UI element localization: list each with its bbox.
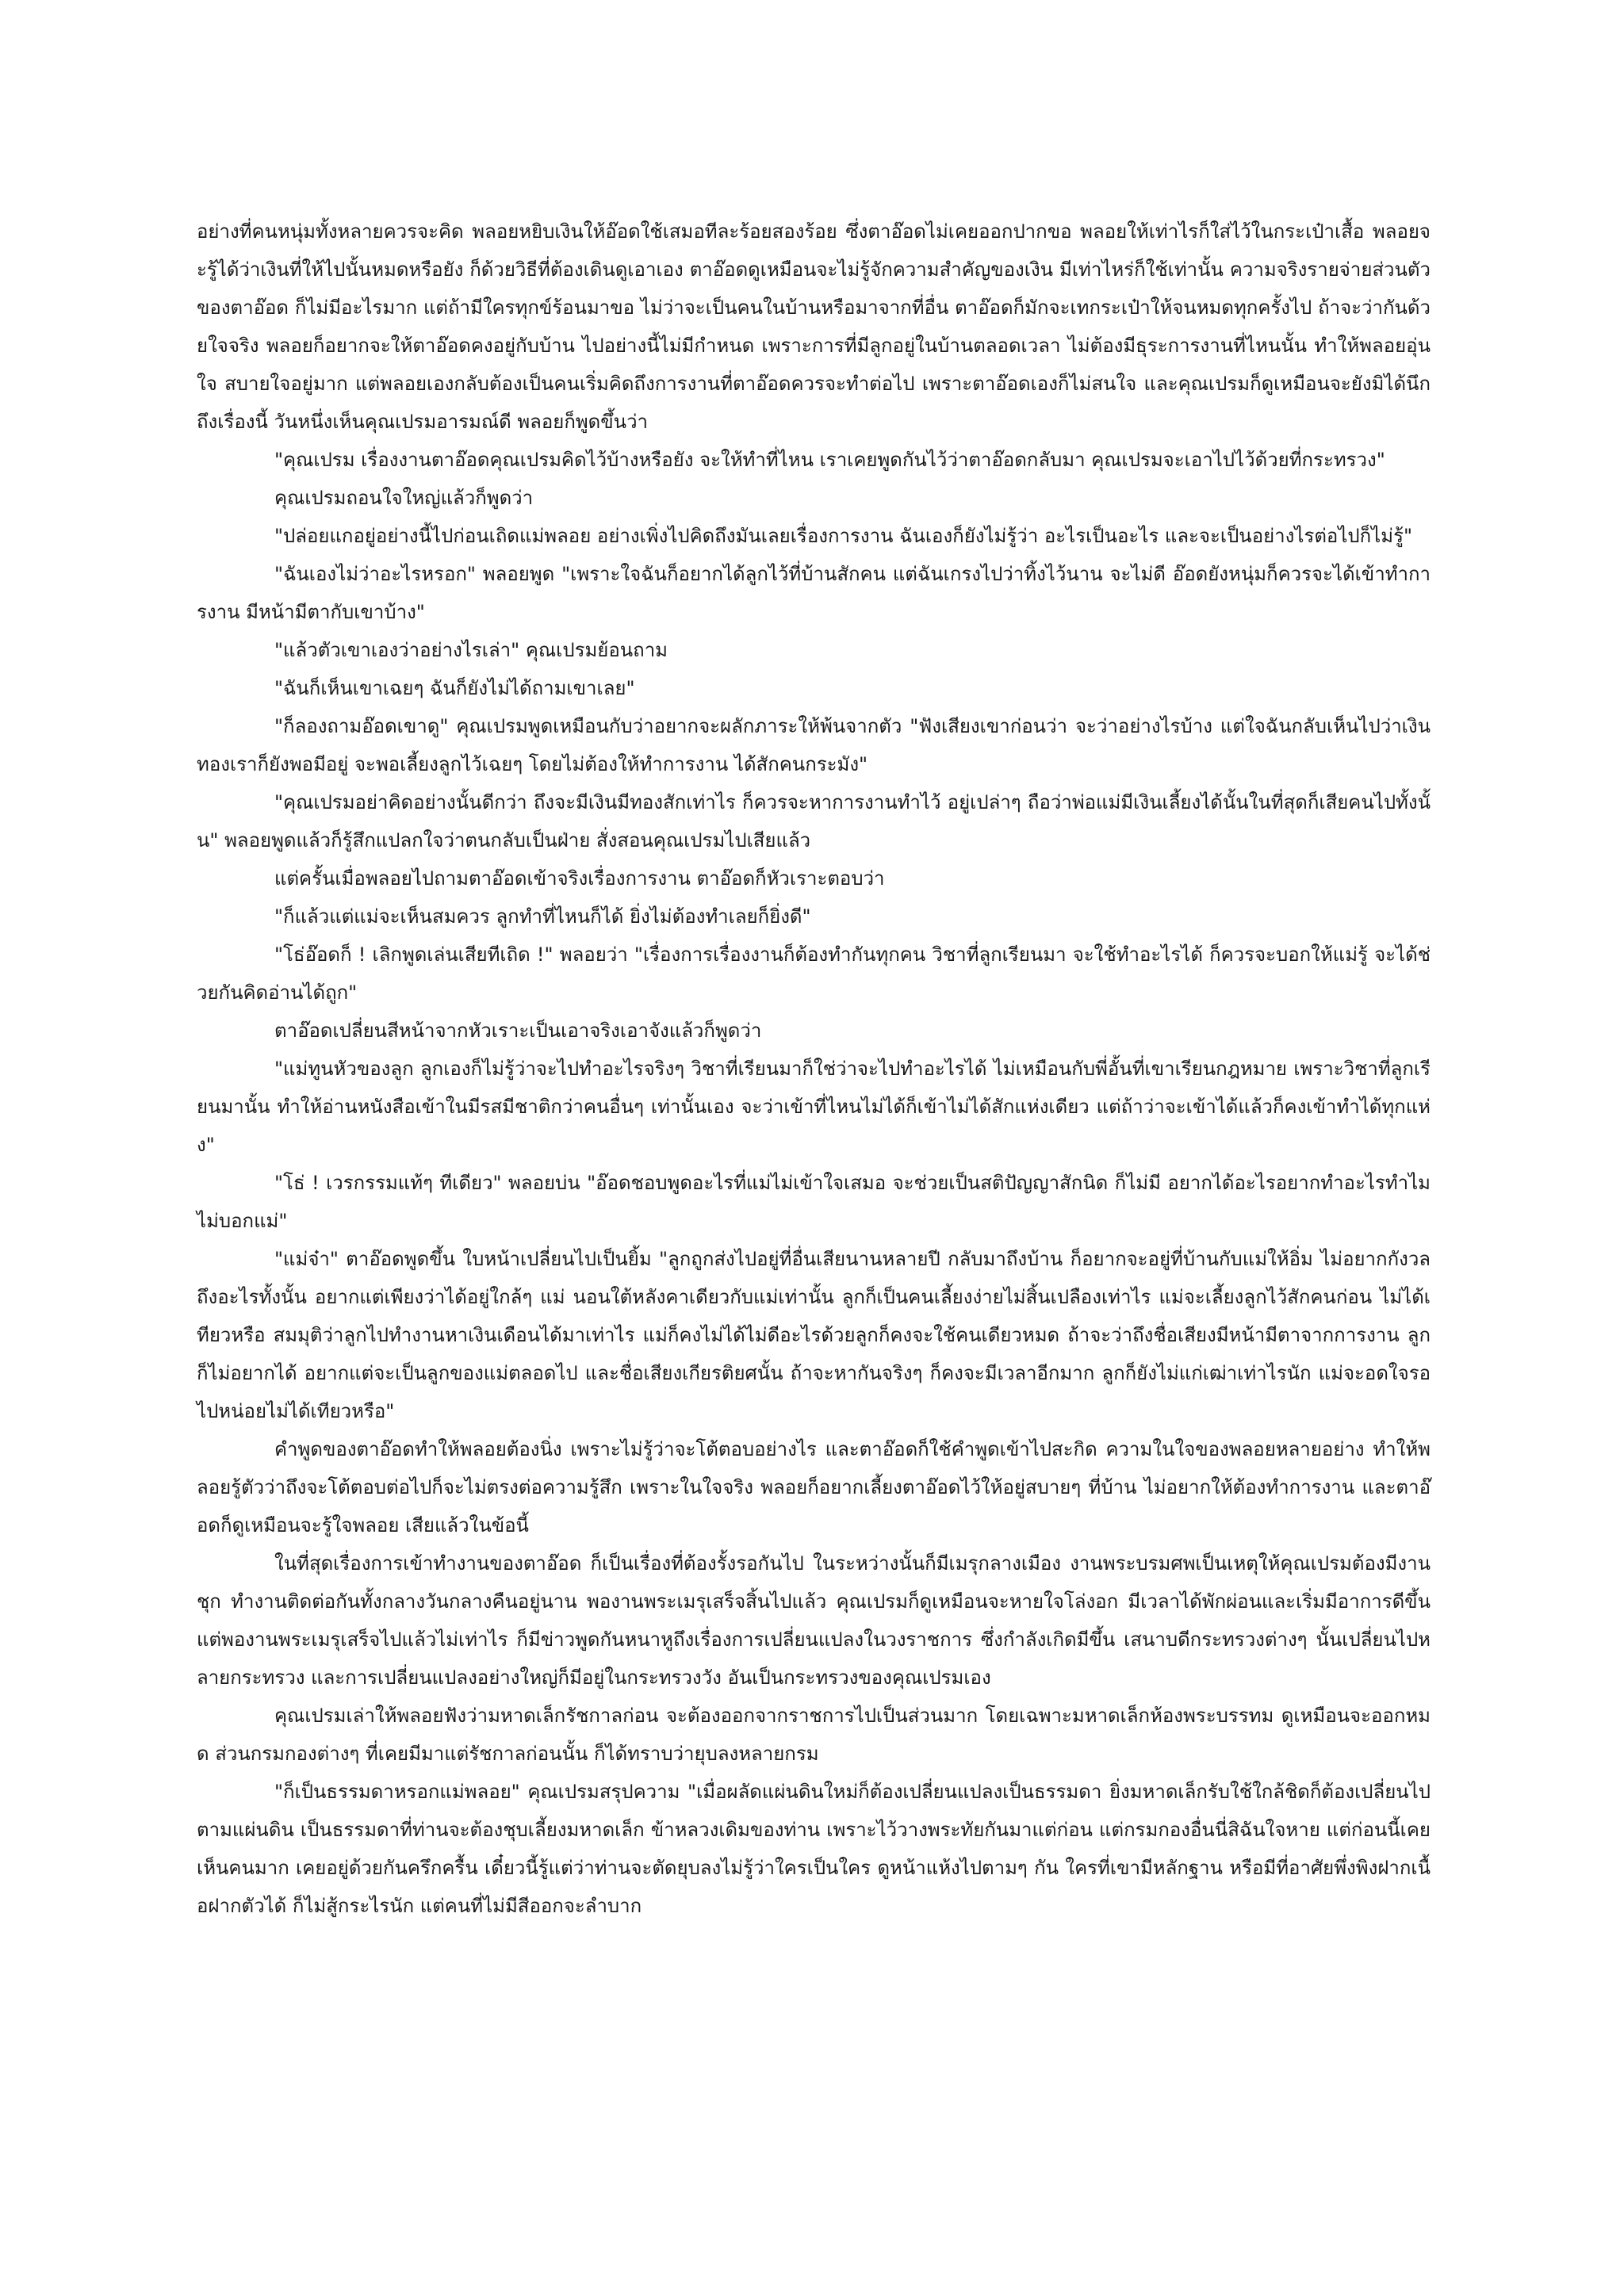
paragraph-12: ตาอ๊อดเปลี่ยนสีหน้าจากหัวเราะเป็นเอาจริงเอาจังแล้วก็พูดว่า — [274, 1020, 762, 1042]
paragraph-5: "แล้วตัวเขาเองว่าอย่างไรเล่า" คุณเปรมย้อนถาม — [274, 639, 668, 661]
paragraph-8: "คุณเปรมอย่าคิดอย่างนั้นดีกว่า ถึงจะมีเงินมีทองสักเท่าไร ก็ควรจะหาการงานทำไว้ อยู่เปล่าๆ ถือว่าพ่อแม่มีเงินเลี้ยงได้นั้นในที่สุดก็เสียคนไปทั้งนั้น" พลอยพูดแล้วก็รู้สึกแปลกใจว่าตนกลับเป็นฝ่าย สั่งสอนคุณเปรมไปเสียแล้ว — [197, 791, 1431, 851]
paragraph-1: "คุณเปรม เรื่องงานตาอ๊อดคุณเปรมคิดไว้บ้างหรือยัง จะให้ทำที่ไหน เราเคยพูดกันไว้ว่าตาอ๊อดกลับมา คุณเปรมจะเอาไปไว้ด้วยที่กระทรวง" — [274, 449, 1385, 471]
paragraph-13: "แม่ทูนหัวของลูก ลูกเองก็ไม่รู้ว่าจะไปทำอะไรจริงๆ วิชาที่เรียนมาก็ใช่ว่าจะไปทำอะไรได้ ไม่เหมือนกับพี่อั้นที่เขาเรียนกฎหมาย เพราะวิชาที่ลูกเรียนมานั้น ทำให้อ่านหนังสือเข้าในมีรสมีชาติกว่าคนอื่นๆ เท่านั้นเอง จะว่าเข้าที่ไหนไม่ได้ก็เข้าไม่ได้สักแห่งเดียว แต่ถ้าว่าจะเข้าได้แล้วก็คงเข้าทำได้ทุกแห่ง" — [197, 1058, 1431, 1156]
paragraph-15: "แม่จ๋า" ตาอ๊อดพูดขึ้น ใบหน้าเปลี่ยนไปเป็นยิ้ม "ลูกถูกส่งไปอยู่ที่อื่นเสียนานหลายปี กลับมาถึงบ้าน ก็อยากจะอยู่ที่บ้านกับแม่ให้อิ่ม ไม่อยากกังวลถึงอะไรทั้งนั้น อยากแต่เพียงว่าได้อยู่ใกล้ๆ แม่ นอนใต้หลังคาเดียวกับแม่เท่านั้น ลูกก็เป็นคนเลี้ยงง่ายไม่สิ้นเปลืองเท่าไร แม่จะเลี้ยงลูกไว้สักคนก่อน ไม่ได้เทียวหรือ สมมุติว่าลูกไปทำงานหาเงินเดือนได้มาเท่าไร แม่ก็คงไม่ได้ไม่ดีอะไรด้วยลูกก็คงจะใช้คนเดียวหมด ถ้าจะว่าถึงชื่อเสียงมีหน้ามีตาจากการงาน ลูกก็ไม่อยากได้ อยากแต่จะเป็นลูกของแม่ตลอดไป และชื่อเสียงเกียรติยศนั้น ถ้าจะหากันจริงๆ ก็คงจะมีเวลาอีกมาก ลูกก็ยังไม่แก่เฒ่าเท่าไรนัก แม่จะอดใจรอไปหน่อยไม่ได้เทียวหรือ" — [197, 1248, 1431, 1422]
paragraph-6: "ฉันก็เห็นเขาเฉยๆ ฉันก็ยังไม่ได้ถามเขาเลย" — [274, 677, 635, 699]
paragraph-7: "ก็ลองถามอ๊อดเขาดู" คุณเปรมพูดเหมือนกับว่าอยากจะผลักภาระให้พ้นจากตัว "ฟังเสียงเขาก่อนว่า จะว่าอย่างไรบ้าง แต่ใจฉันกลับเห็นไปว่าเงินทองเราก็ยังพอมีอยู่ จะพอเลี้ยงลูกไว้เฉยๆ โดยไม่ต้องให้ทำการงาน ได้สักคนกระมัง" — [197, 715, 1431, 775]
paragraph-11: "โธ่อ๊อดก็ ! เลิกพูดเล่นเสียทีเถิด !" พลอยว่า "เรื่องการเรื่องงานก็ต้องทำกันทุกคน วิชาที่ลูกเรียนมา จะใช้ทำอะไรได้ ก็ควรจะบอกให้แม่รู้ จะได้ช่วยกันคิดอ่านได้ถูก" — [197, 943, 1431, 1004]
paragraph-9: แต่ครั้นเมื่อพลอยไปถามตาอ๊อดเข้าจริงเรื่องการงาน ตาอ๊อดก็หัวเราะตอบว่า — [274, 867, 885, 890]
paragraph-18: คุณเปรมเล่าให้พลอยฟังว่ามหาดเล็กรัชกาลก่อน จะต้องออกจากราชการไปเป็นส่วนมาก โดยเฉพาะมหาดเล็กห้องพระบรรทม ดูเหมือนจะออกหมด ส่วนกรมกองต่างๆ ที่เคยมีมาแต่รัชกาลก่อนนั้น ก็ได้ทราบว่ายุบลงหลายกรม — [197, 1705, 1431, 1765]
document-page — [197, 212, 1431, 1925]
paragraph-10: "ก็แล้วแต่แม่จะเห็นสมควร ลูกทำที่ไหนก็ได้ ยิ่งไม่ต้องทำเลยก็ยิ่งดี" — [274, 905, 811, 928]
paragraph-16: คำพูดของตาอ๊อดทำให้พลอยต้องนิ่ง เพราะไม่รู้ว่าจะโต้ตอบอย่างไร และตาอ๊อดก็ใช้คำพูดเข้าไปสะกิด ความในใจของพลอยหลายอย่าง ทำให้พลอยรู้ตัวว่าถึงจะโต้ตอบต่อไปก็จะไม่ตรงต่อความรู้สึก เพราะในใจจริง พลอยก็อยากเลี้ยงตาอ๊อดไว้ให้อยู่สบายๆ ที่บ้าน ไม่อยากให้ต้องทำการงาน และตาอ๊อดก็ดูเหมือนจะรู้ใจพลอย เสียแล้วในข้อนี้ — [197, 1438, 1431, 1536]
paragraph-14: "โธ่ ! เวรกรรมแท้ๆ ทีเดียว" พลอยบ่น "อ๊อดชอบพูดอะไรที่แม่ไม่เข้าใจเสมอ จะช่วยเป็นสติปัญญาสักนิด ก็ไม่มี อยากได้อะไรอยากทำอะไรทำไมไม่บอกแม่" — [197, 1172, 1431, 1232]
paragraph-17: ในที่สุดเรื่องการเข้าทำงานของตาอ๊อด ก็เป็นเรื่องที่ต้องรั้งรอกันไป ในระหว่างนั้นก็มีเมรุกลางเมือง งานพระบรมศพเป็นเหตุให้คุณเปรมต้องมีงานชุก ทำงานติดต่อกันทั้งกลางวันกลางคืนอยู่นาน พองานพระเมรุเสร็จสิ้นไปแล้ว คุณเปรมก็ดูเหมือนจะหายใจโล่งอก มีเวลาได้พักผ่อนและเริ่มมีอาการดีขึ้น แต่พองานพระเมรุเสร็จไปแล้วไม่เท่าไร ก็มีข่าวพูดกันหนาหูถึงเรื่องการเปลี่ยนแปลงในวงราชการ ซึ่งกำลังเกิดมีขึ้น เสนาบดีกระทรวงต่างๆ นั้นเปลี่ยนไปหลายกระทรวง และการเปลี่ยนแปลงอย่างใหญ่ก็มีอยู่ในกระทรวงวัง อันเป็นกระทรวงของคุณเปรมเอง — [197, 1552, 1431, 1689]
paragraph-3: "ปล่อยแกอยู่อย่างนี้ไปก่อนเถิดแม่พลอย อย่างเพิ่งไปคิดถึงมันเลยเรื่องการงาน ฉันเองก็ยังไม่รู้ว่า อะไรเป็นอะไร และจะเป็นอย่างไรต่อไปก็ไม่รู้" — [274, 525, 1412, 547]
paragraph-2: คุณเปรมถอนใจใหญ่แล้วก็พูดว่า — [274, 487, 534, 509]
paragraph-4: "ฉันเองไม่ว่าอะไรหรอก" พลอยพูด "เพราะใจฉันก็อยากได้ลูกไว้ที่บ้านสักคน แต่ฉันเกรงไปว่าทิ้งไว้นาน จะไม่ดี อ๊อดยังหนุ่มก็ควรจะได้เข้าทำการงาน มีหน้ามีตากับเขาบ้าง" — [197, 563, 1431, 623]
paragraph-0: อย่างที่คนหนุ่มทั้งหลายควรจะคิด พลอยหยิบเงินให้อ๊อดใช้เสมอทีละร้อยสองร้อย ซึ่งตาอ๊อดไม่เคยออกปากขอ พลอยให้เท่าไรก็ใส่ไว้ในกระเป๋าเสื้อ พลอยจะรู้ได้ว่าเงินที่ให้ไปนั้นหมดหรือยัง ก็ด้วยวิธีที่ต้องเดินดูเอาเอง ตาอ๊อดดูเหมือนจะไม่รู้จักความสำคัญของเงิน มีเท่าไหร่ก็ใช้เท่านั้น ความจริงรายจ่ายส่วนตัวของตาอ๊อด ก็ไม่มีอะไรมาก แต่ถ้ามีใครทุกข์ร้อนมาขอ ไม่ว่าจะเป็นคนในบ้านหรือมาจากที่อื่น ตาอ๊อดก็มักจะเทกระเป๋าให้จนหมดทุกครั้งไป ถ้าจะว่ากันด้วยใจจริง พลอยก็อยากจะให้ตาอ๊อดคงอยู่กับบ้าน ไปอย่างนี้ไม่มีกำหนด เพราะการที่มีลูกอยู่ในบ้านตลอดเวลา ไม่ต้องมีธุระการงานที่ไหนนั้น ทำให้พลอยอุ่นใจ สบายใจอยู่มาก แต่พลอยเองกลับต้องเป็นคนเริ่มคิดถึงการงานที่ตาอ๊อดควรจะทำต่อไป เพราะตาอ๊อดเองก็ไม่สนใจ และคุณเปรมก็ดูเหมือนจะยังมิได้นึกถึงเรื่องนี้ วันหนึ่งเห็นคุณเปรมอารมณ์ดี พลอยก็พูดขึ้นว่า — [197, 220, 1431, 433]
paragraph-19: "ก็เป็นธรรมดาหรอกแม่พลอย" คุณเปรมสรุปความ "เมื่อผลัดแผ่นดินใหม่ก็ต้องเปลี่ยนแปลงเป็นธรรมดา ยิ่งมหาดเล็กรับใช้ใกล้ชิดก็ต้องเปลี่ยนไปตามแผ่นดิน เป็นธรรมดาที่ท่านจะต้องชุบเลี้ยงมหาดเล็ก ข้าหลวงเดิมของท่าน เพราะไว้วางพระทัยกันมาแต่ก่อน แต่กรมกองอื่นนี่สิฉันใจหาย แต่ก่อนนี้เคยเห็นคนมาก เคยอยู่ด้วยกันครึกครื้น เดี๋ยวนี้รู้แต่ว่าท่านจะตัดยุบลงไม่รู้ว่าใครเป็นใคร ดูหน้าแห้งไปตามๆ กัน ใครที่เขามีหลักฐาน หรือมีที่อาศัยพึ่งพิงฝากเนื้อฝากตัวได้ ก็ไม่สู้กระไรนัก แต่คนที่ไม่มีสีออกจะลำบาก — [197, 1781, 1431, 1917]
